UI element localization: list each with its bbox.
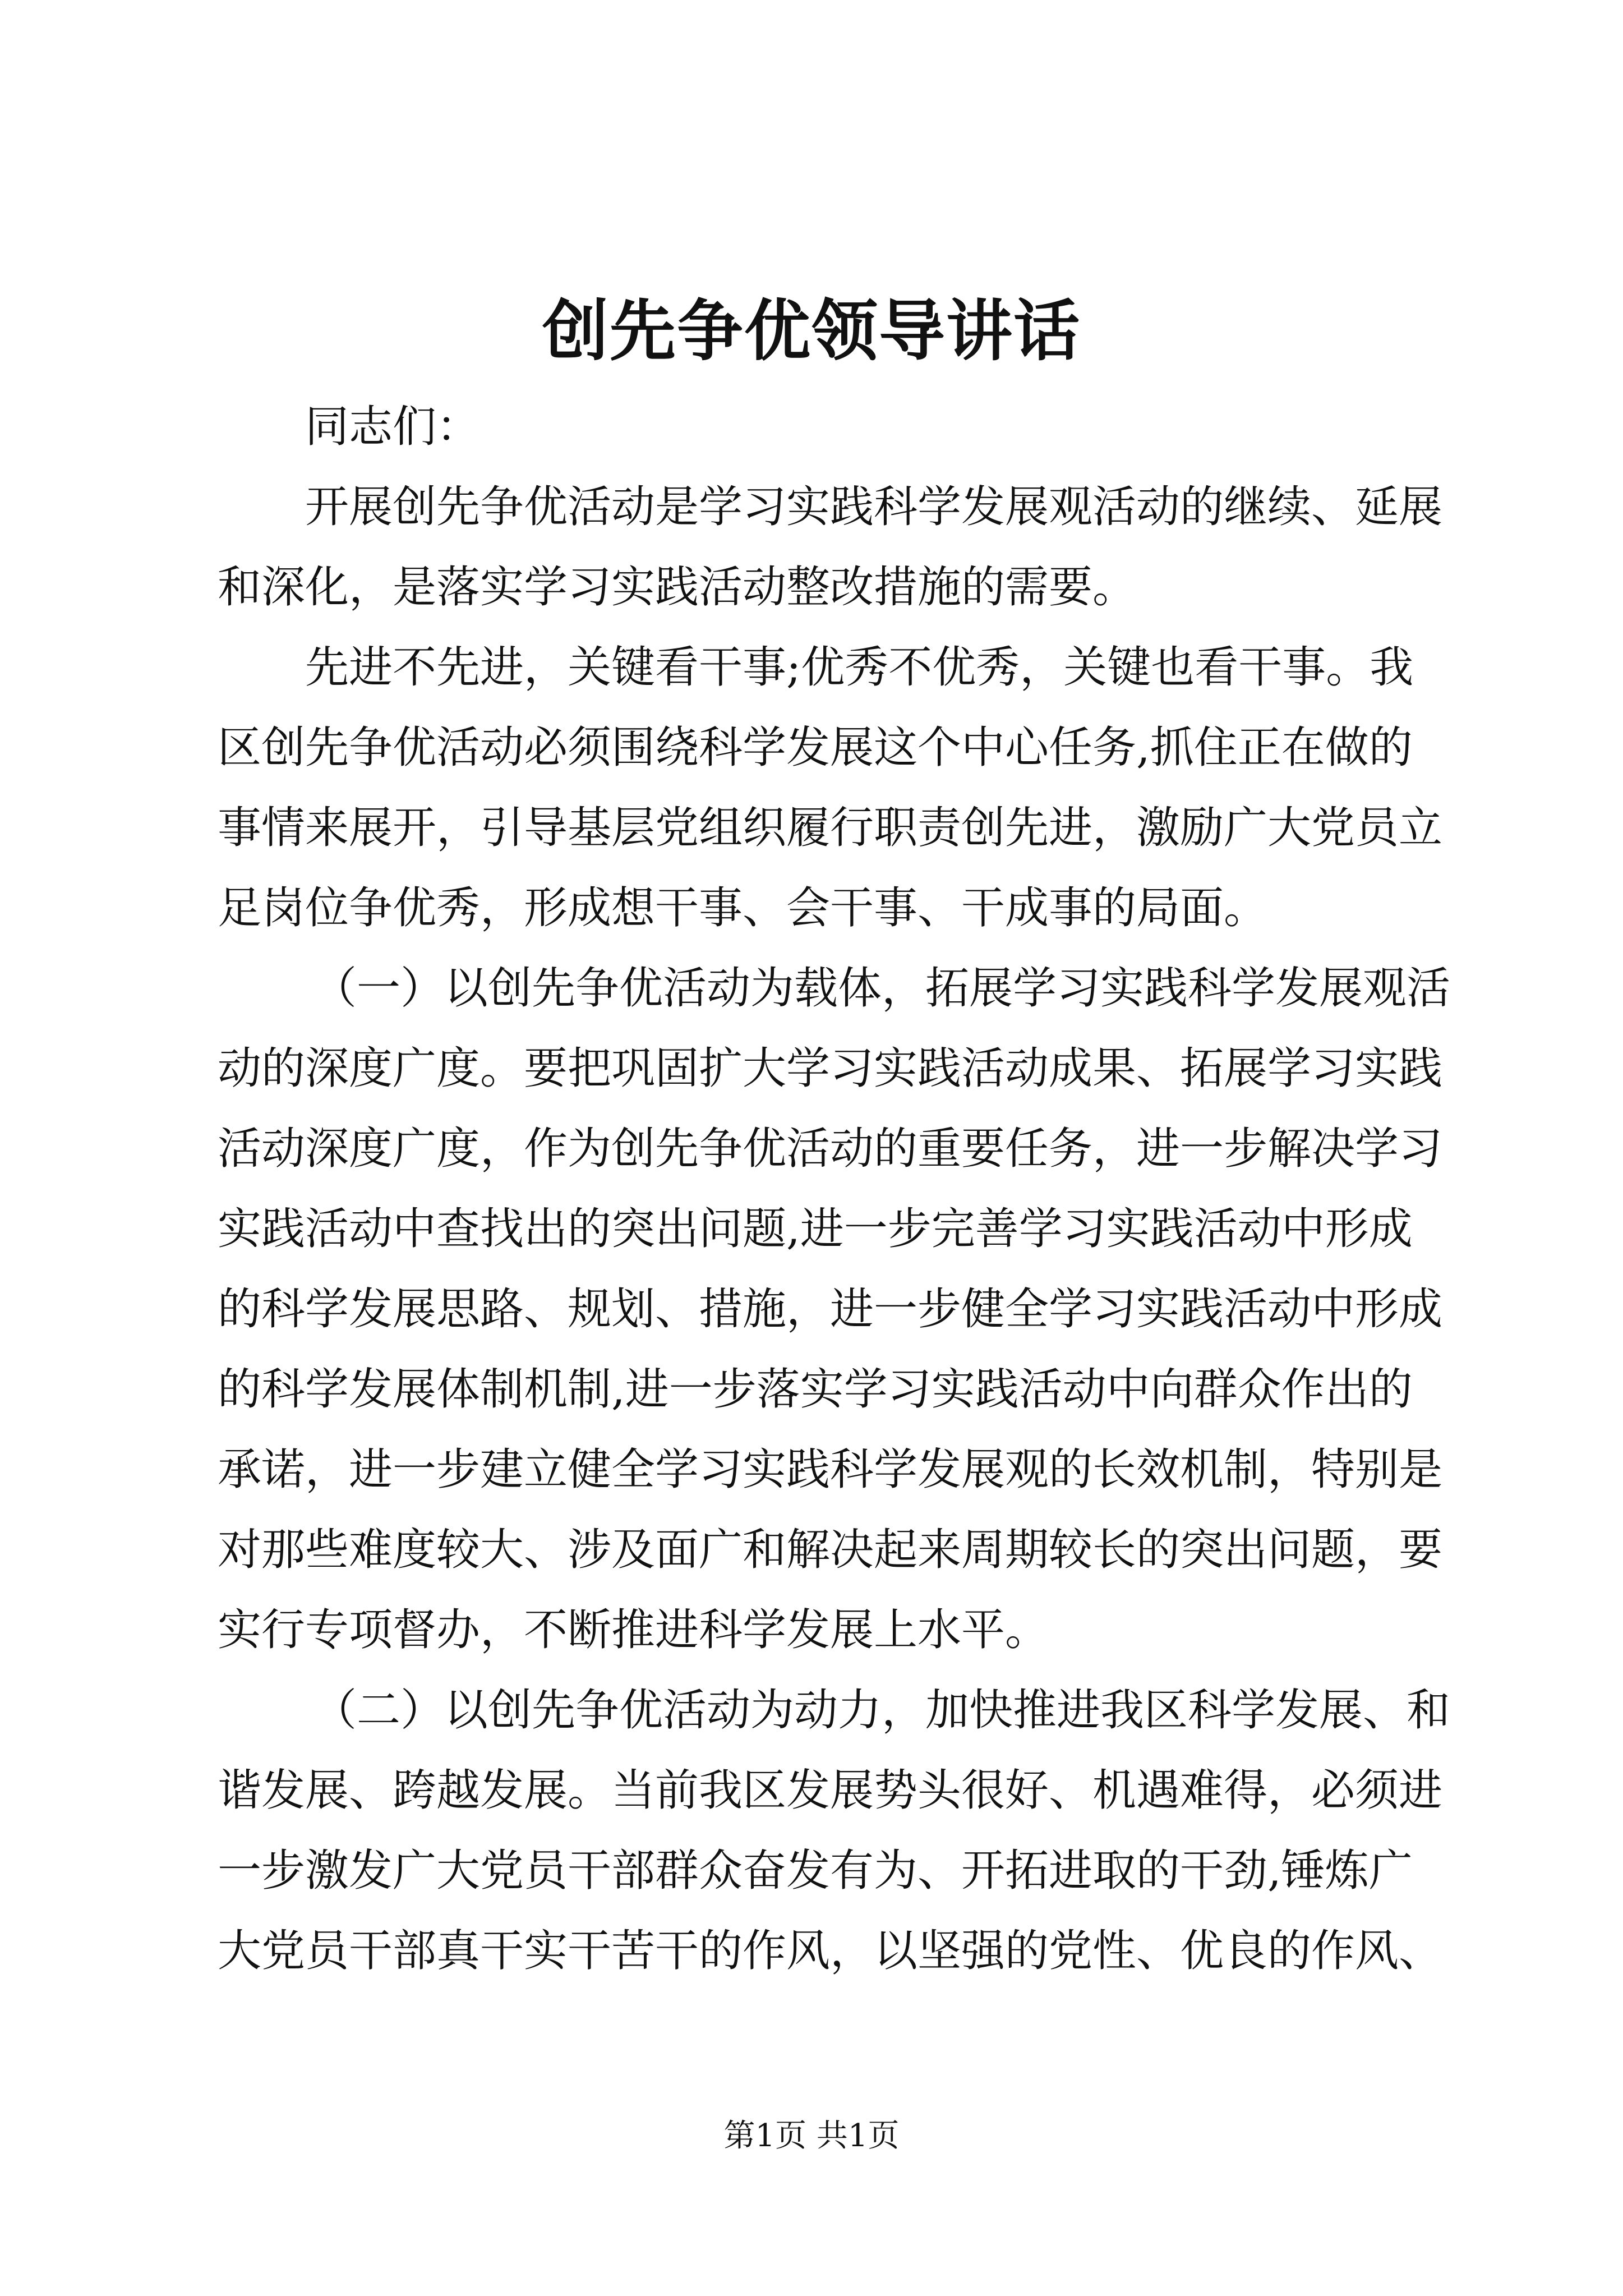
- paragraph-line: 承诺，进一步建立健全学习实践科学发展观的长效机制，特别是: [218, 1444, 1443, 1495]
- paragraph-line: （二）以创先争优活动为动力，加快推进我区科学发展、和: [313, 1685, 1451, 1736]
- paragraph-line: 实践活动中查找出的突出问题,进一步完善学习实践活动中形成: [218, 1204, 1413, 1254]
- paragraph-line: 实行专项督办，不断推进科学发展上水平。: [218, 1605, 1049, 1655]
- paragraph-line: 一步激发广大党员干部群众奋发有为、开拓进取的干劲,锤炼广: [218, 1846, 1413, 1896]
- paragraph-line: 谐发展、跨越发展。当前我区发展势头很好、机遇难得，必须进: [218, 1765, 1443, 1816]
- paragraph-line: 先进不先进，关键看干事;优秀不优秀，关键也看干事。我: [305, 642, 1414, 693]
- paragraph-line: （一）以创先争优活动为载体，拓展学习实践科学发展观活: [313, 963, 1451, 1014]
- paragraph-line: 活动深度广度，作为创先争优活动的重要任务，进一步解决学习: [218, 1124, 1443, 1174]
- paragraph-line: 的科学发展体制机制,进一步落实学习实践活动中向群众作出的: [218, 1364, 1413, 1415]
- page-footer: 第1页 共1页: [723, 2118, 900, 2154]
- paragraph-line: 开展创先争优活动是学习实践科学发展观活动的继续、延展: [305, 482, 1443, 532]
- paragraph-line: 事情来展开，引导基层党组织履行职责创先进，激励广大党员立: [218, 803, 1443, 853]
- document-body: [218, 387, 1451, 1991]
- page-title: 创先争优领导讲话: [542, 292, 1081, 370]
- paragraph-line: 大党员干部真干实干苦干的作风，以坚强的党性、优良的作风、: [218, 1926, 1443, 1976]
- salutation-line: 同志们：: [305, 402, 481, 452]
- paragraph-line: 区创先争优活动必须围绕科学发展这个中心任务,抓住正在做的: [218, 723, 1413, 773]
- paragraph-line: 的科学发展思路、规划、措施，进一步健全学习实践活动中形成: [218, 1284, 1443, 1335]
- paragraph-line: 足岗位争优秀，形成想干事、会干事、干成事的局面。: [218, 883, 1268, 933]
- paragraph-line: 和深化，是落实学习实践活动整改措施的需要。: [218, 562, 1137, 613]
- paragraph-line: 对那些难度较大、涉及面广和解决起来周期较长的突出问题，要: [218, 1525, 1443, 1575]
- paragraph-line: 动的深度广度。要把巩固扩大学习实践活动成果、拓展学习实践: [218, 1043, 1443, 1094]
